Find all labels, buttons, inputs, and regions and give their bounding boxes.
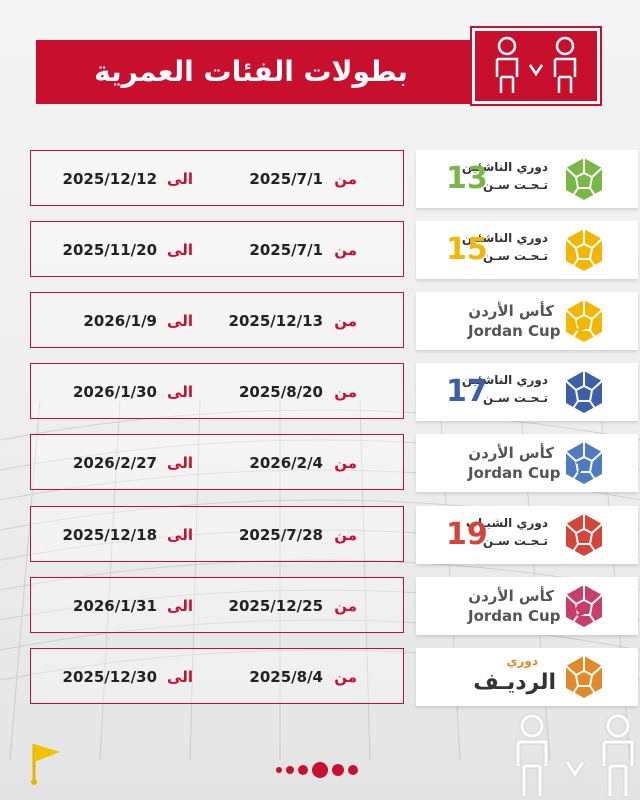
competition-name-line1: دوري الشبـاب [465,516,548,530]
competition-name-english: Jordan Cup [468,322,561,340]
competition-name-english: Jordan Cup [468,607,561,625]
competition-name-english: Jordan Cup [468,464,561,482]
to-label: الى [167,241,193,259]
pagination-dot[interactable] [332,764,344,776]
pagination-dot-active[interactable] [312,762,328,778]
players-vs-icon [510,712,640,800]
competition-logo [416,292,638,350]
competition-row [30,363,634,423]
football-ball-icon [560,155,608,203]
competition-name-line1: دوري [506,654,538,668]
to-label: الى [167,454,193,472]
start-date: 2026/2/4 [249,454,323,472]
competition-row [30,648,634,708]
to-label: الى [167,597,193,615]
football-ball-icon [560,653,608,701]
date-range-box [30,577,404,633]
end-date: 2026/2/27 [72,454,157,472]
competition-logo [416,363,638,421]
end-date: 2025/12/12 [62,170,157,188]
from-label: من [334,668,357,686]
start-date: 2025/12/25 [228,597,323,615]
age-number: 19 [446,517,488,552]
from-label: من [334,454,357,472]
date-range-box [30,292,404,348]
competition-name-line2: تـحـت سـن [483,391,548,405]
competition-row [30,506,634,566]
start-date: 2025/8/4 [249,668,323,686]
competition-logo [416,221,638,279]
date-range-box [30,506,404,562]
players-vs-icon-box [472,28,600,104]
start-date: 2025/12/13 [228,312,323,330]
pagination-dot[interactable] [298,765,308,775]
competition-name-line2: تـحـت سـن [483,178,548,192]
competition-name-line2: تـحـت سـن [483,249,548,263]
age-number: 13 [446,161,488,196]
competition-row [30,292,634,352]
date-range-box [30,434,404,490]
to-label: الى [167,668,193,686]
from-label: من [334,383,357,401]
start-date: 2025/7/1 [249,170,323,188]
from-label: من [334,312,357,330]
age-number: 15 [564,316,587,335]
football-ball-icon [560,511,608,559]
to-label: الى [167,526,193,544]
players-vs-icon [475,31,597,101]
corner-flag-icon [26,736,66,786]
pagination-dots [276,762,366,778]
pagination-dot[interactable] [286,766,294,774]
competition-name-line1: دوري الناشئين [461,160,548,174]
competition-row [30,150,634,210]
start-date: 2025/8/20 [238,383,323,401]
competition-logo [416,150,638,208]
from-label: من [334,241,357,259]
to-label: الى [167,383,193,401]
competition-name-line1: دوري الناشئين [461,231,548,245]
competition-logo [416,648,638,706]
competition-row [30,577,634,637]
end-date: 2025/12/18 [62,526,157,544]
end-date: 2026/1/31 [72,597,157,615]
end-date: 2026/1/9 [83,312,157,330]
from-label: من [334,170,357,188]
pagination-dot[interactable] [348,765,358,775]
competition-logo [416,434,638,492]
date-range-box [30,150,404,206]
end-date: 2025/12/30 [62,668,157,686]
competition-name-line2: الرديـف [473,670,556,695]
competition-name-line2: تـحـت سـن [483,534,548,548]
date-range-box [30,363,404,419]
end-date: 2025/11/20 [62,241,157,259]
competition-name-line1: دوري الناشئين [461,373,548,387]
age-number: 19 [564,601,587,620]
start-date: 2025/7/28 [238,526,323,544]
end-date: 2026/1/30 [72,383,157,401]
competition-row [30,434,634,494]
pagination-dot[interactable] [276,767,282,773]
page-title: بطولات الفئات العمرية [94,55,408,88]
age-number: 15 [446,232,488,267]
competition-name-arabic: كأس الأردن [468,587,554,605]
football-ball-icon [560,226,608,274]
from-label: من [334,526,357,544]
competition-name-arabic: كأس الأردن [468,302,554,320]
to-label: الى [167,312,193,330]
competition-logo [416,506,638,564]
age-number: 17 [446,374,488,409]
competition-row [30,221,634,281]
to-label: الى [167,170,193,188]
start-date: 2025/7/1 [249,241,323,259]
date-range-box [30,648,404,704]
football-ball-icon [560,368,608,416]
age-number: 17 [564,458,587,477]
competition-name-arabic: كأس الأردن [468,444,554,462]
from-label: من [334,597,357,615]
competition-logo [416,577,638,635]
date-range-box [30,221,404,277]
